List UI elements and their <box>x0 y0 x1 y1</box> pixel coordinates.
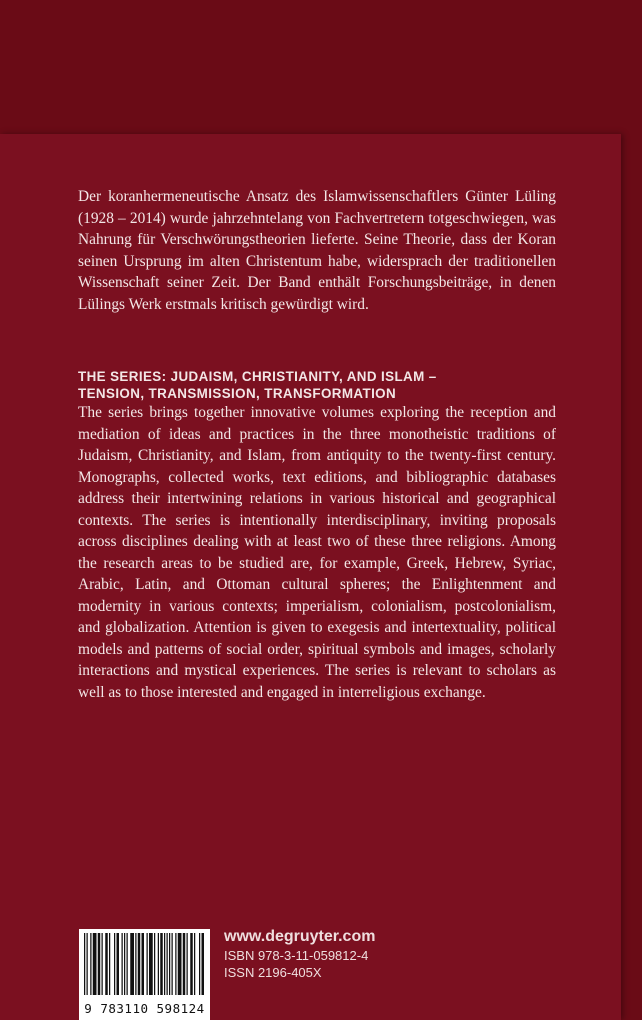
barcode-bar <box>90 933 91 995</box>
back-cover-panel <box>0 134 621 1020</box>
barcode-bar <box>167 933 168 995</box>
barcode-bar <box>135 933 136 995</box>
barcode-bar <box>114 933 115 995</box>
publisher-website[interactable]: www.degruyter.com <box>224 928 376 945</box>
series-description: The series brings together innovative volumes exploring the reception and mediation of ideas and practices in the three monotheistic traditions of Judaism, Christianity, and Islam, from antiquity to the twenty-first century. Monographs, collected works, text editions, and bibliographic databases address their intertwining relations in various historical and geographical contexts. The series is intentionally interdisciplinary, inviting proposals across disciplines dealing with at least two of these three religions. Among the research areas to be studied are, for example, Greek, Hebrew, Syriac, Arabic, Latin, and Ottoman cultural spheres; the Enlightenment and modernity in various contexts; imperialism, colonialism, postcolonialism, and globalization. Attention is given to exegesis and intertextuality, political models and patterns of social order, spiritual symbols and images, scholarly interactions and mystical experiences. The series is relevant to scholars as well as to those interested and engaged in interreligious exchange. <box>78 404 556 701</box>
barcode-bar <box>202 933 205 995</box>
barcode-digits: 9 783110 598124 <box>84 1001 205 1016</box>
barcode-bars <box>84 933 205 995</box>
barcode-bar <box>130 933 134 995</box>
barcode-bar <box>142 933 145 995</box>
barcode-bar <box>138 933 141 995</box>
barcode-bar <box>147 933 148 995</box>
barcode-bar <box>102 933 103 995</box>
barcode-bar <box>178 933 182 995</box>
barcode-bar <box>190 933 193 995</box>
barcode-bar <box>124 933 125 995</box>
series-heading-line-2: TENSION, TRANSMISSION, TRANSFORMATION <box>78 386 397 401</box>
publisher-info <box>224 927 375 981</box>
barcode-bar <box>109 933 110 995</box>
barcode-bar <box>87 933 88 995</box>
barcode-bar <box>194 933 195 995</box>
barcode-bar <box>183 933 186 995</box>
barcode-bar <box>199 933 200 995</box>
barcode-bar <box>187 933 188 995</box>
series-heading <box>78 368 558 402</box>
barcode-bar <box>117 933 120 995</box>
isbn-number: ISBN 978-3-11-059812-4 <box>224 948 369 963</box>
barcode-bar <box>105 933 108 995</box>
barcode-bar <box>158 933 159 995</box>
barcode-bar <box>172 933 173 995</box>
barcode-bar <box>169 933 170 995</box>
barcode-bar <box>93 933 97 995</box>
barcode-bar <box>160 933 163 995</box>
barcode-bar <box>84 933 85 995</box>
barcode-bar <box>127 933 128 995</box>
barcode-bar <box>122 933 123 995</box>
barcode-bar <box>175 933 176 995</box>
issn-number: ISSN 2196-405X <box>224 965 322 980</box>
barcode-bar <box>149 933 153 995</box>
series-heading-line-1: THE SERIES: JUDAISM, CHRISTIANITY, AND ISLAM – <box>78 369 437 384</box>
barcode-bar <box>164 933 165 995</box>
barcode-bar <box>98 933 101 995</box>
isbn-barcode <box>79 929 210 1020</box>
barcode-bar <box>154 933 155 995</box>
book-blurb: Der koranhermeneutische Ansatz des Islamwissenschaftlers Günter Lüling (1928 – 2014) wurde jahrzehntelang von Fachvertretern totgeschwiegen, was Nahrung für Verschwörungstheorien lieferte. Seine Theorie, dass der Koran seinen Ursprung im alten Christentum habe, widersprach der traditionellen Wissenschaft seiner Zeit. Der Band enthält Forschungsbeiträge, in denen Lülings Werk erstmals kritisch gewürdigt wird. <box>78 188 556 313</box>
